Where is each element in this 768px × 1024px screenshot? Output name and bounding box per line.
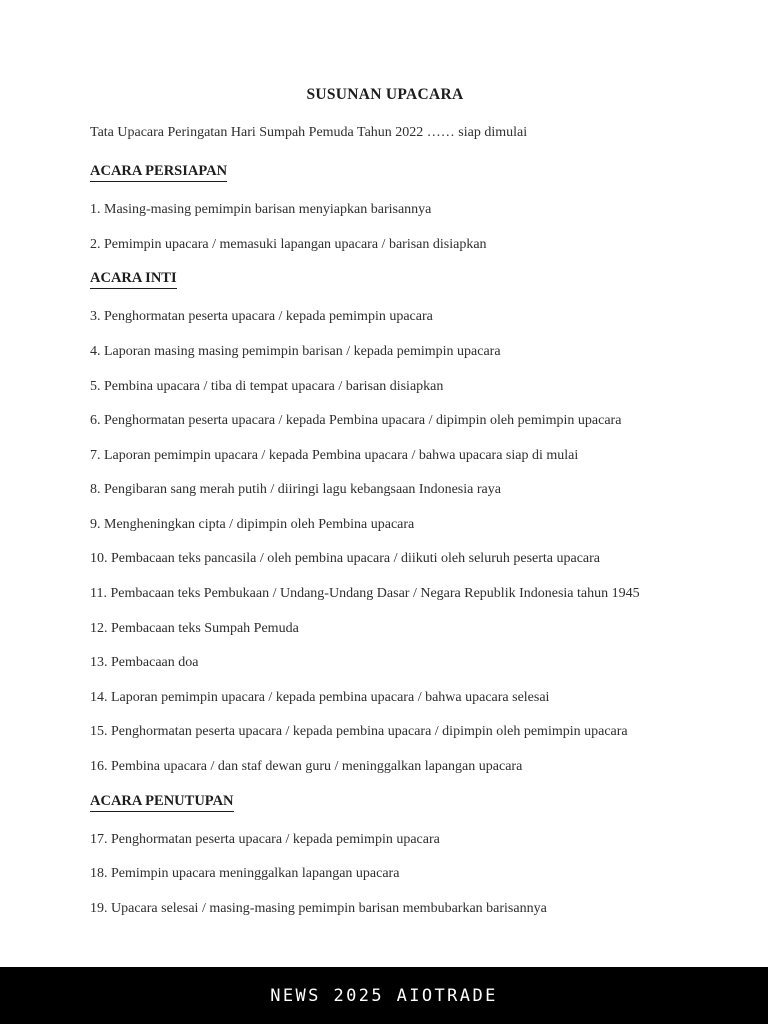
list-item: 14. Laporan pemimpin upacara / kepada pembina upacara / bahwa upacara selesai	[90, 689, 550, 705]
list-item: 4. Laporan masing masing pemimpin barisan / kepada pemimpin upacara	[90, 343, 501, 359]
list-item: 10. Pembacaan teks pancasila / oleh pembina upacara / diikuti oleh seluruh peserta upacara	[90, 551, 601, 567]
list-item: 5. Pembina upacara / tiba di tempat upacara / barisan disiapkan	[90, 378, 444, 394]
list-item: 18. Pemimpin upacara meninggalkan lapangan upacara	[90, 866, 400, 882]
list-item: 19. Upacara selesai / masing-masing pemimpin barisan membubarkan barisannya	[90, 900, 547, 916]
footer-watermark-bar	[0, 967, 768, 1024]
list-item: 15. Penghormatan peserta upacara / kepada pembina upacara / dipimpin oleh pemimpin upacara	[90, 724, 628, 740]
list-item: 1. Masing-masing pemimpin barisan menyiapkan barisannya	[90, 202, 432, 218]
section-heading-inti: ACARA INTI	[90, 269, 177, 289]
list-item: 12. Pembacaan teks Sumpah Pemuda	[90, 620, 299, 636]
list-item: 16. Pembina upacara / dan staf dewan guru / meninggalkan lapangan upacara	[90, 759, 523, 775]
list-item: 3. Penghormatan peserta upacara / kepada pemimpin upacara	[90, 309, 433, 325]
list-item: 9. Mengheningkan cipta / dipimpin oleh Pembina upacara	[90, 516, 415, 532]
watermark-label: NEWS 2025 AIOTRADE	[270, 985, 498, 1006]
section-heading-persiapan-wrap	[90, 162, 680, 182]
section-heading-inti-wrap	[90, 269, 680, 289]
list-item: 6. Penghormatan peserta upacara / kepada Pembina upacara / dipimpin oleh pemimpin upacara	[90, 413, 622, 429]
section-heading-penutupan-wrap	[90, 792, 680, 812]
document-content	[90, 86, 680, 934]
list-item: 8. Pengibaran sang merah putih / diiringi lagu kebangsaan Indonesia raya	[90, 482, 501, 498]
list-item: 13. Pembacaan doa	[90, 655, 199, 671]
list-item: 2. Pemimpin upacara / memasuki lapangan upacara / barisan disiapkan	[90, 236, 487, 252]
list-item: 7. Laporan pemimpin upacara / kepada Pembina upacara / bahwa upacara siap di mulai	[90, 447, 579, 463]
document-intro-line: Tata Upacara Peringatan Hari Sumpah Pemuda Tahun 2022 …… siap dimulai	[90, 125, 528, 140]
list-item: 17. Penghormatan peserta upacara / kepada pemimpin upacara	[90, 831, 440, 847]
list-item: 11. Pembacaan teks Pembukaan / Undang-Undang Dasar / Negara Republik Indonesia tahun 1945	[90, 586, 640, 602]
section-heading-persiapan: ACARA PERSIAPAN	[90, 162, 227, 182]
section-heading-penutupan: ACARA PENUTUPAN	[90, 792, 234, 812]
document-title: SUSUNAN UPACARA	[306, 86, 464, 103]
